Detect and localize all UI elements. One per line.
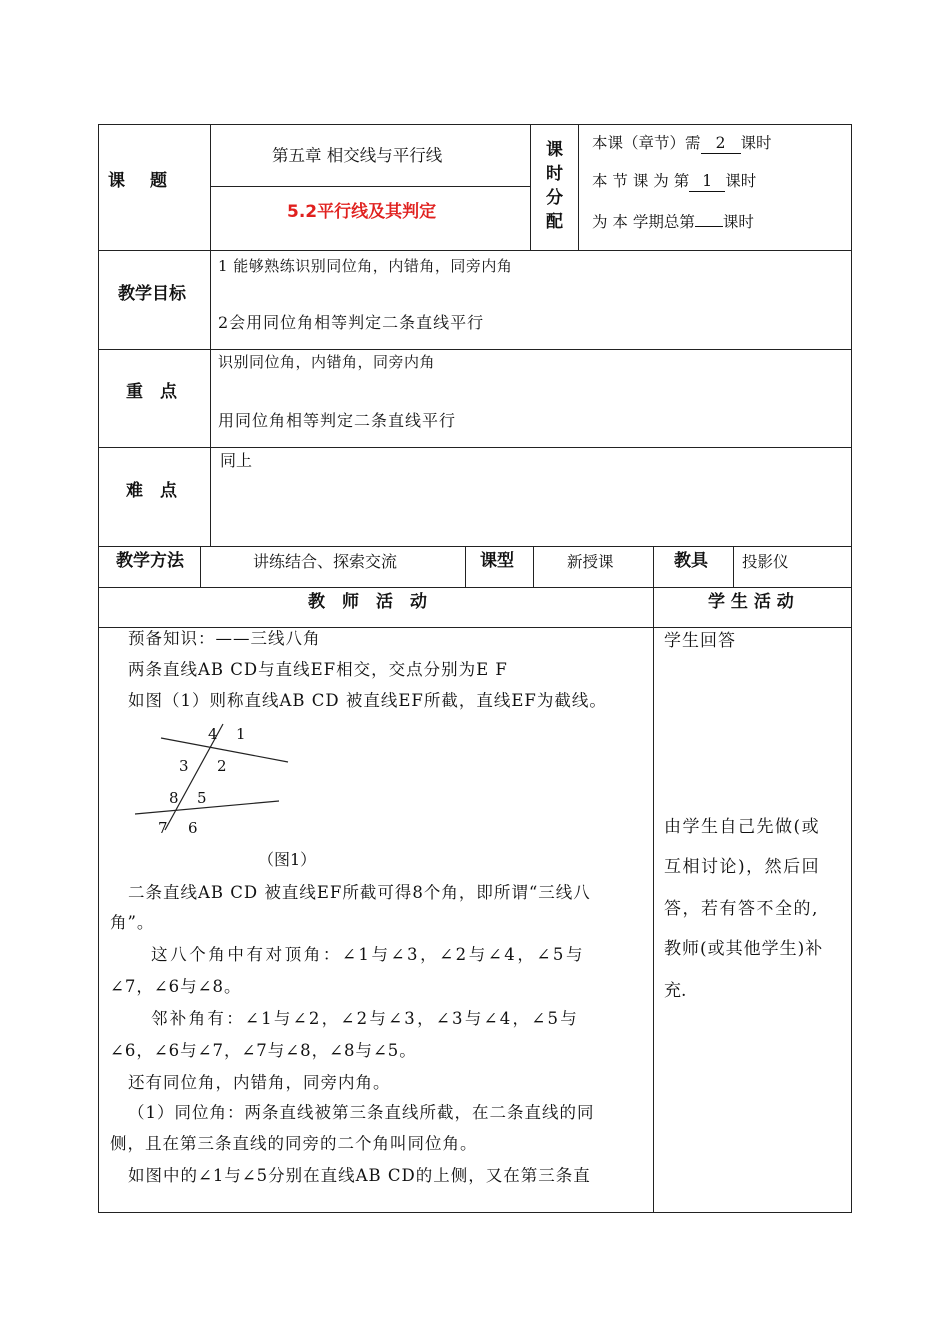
teacher-line-12: （1）同位角：两条直线被第三条直线所截，在二条直线的同 <box>128 1103 595 1122</box>
line-cd <box>135 801 279 814</box>
difficulty-item-1: 同上 <box>220 451 253 470</box>
table-border-left <box>98 124 99 1213</box>
teacher-line-8: ∠7，∠6与∠8。 <box>110 977 242 996</box>
divider-time-label <box>578 124 579 251</box>
teacher-line-14: 如图中的∠1与∠5分别在直线AB CD的上侧，又在第三条直 <box>128 1166 591 1185</box>
time-line-2-post: 课时 <box>725 172 757 190</box>
teacher-line-3: 如图（1）则称直线AB CD 被直线EF所截，直线EF为截线。 <box>128 691 607 710</box>
divider-tools-value <box>733 546 734 588</box>
angle-label-3: 3 <box>179 757 189 775</box>
student-line-4: 答，若有答不全的, <box>664 899 819 919</box>
angle-label-7: 7 <box>158 819 168 837</box>
student-line-3: 互相讨论)，然后回 <box>664 857 821 877</box>
divider-header-objectives <box>98 250 852 251</box>
divider-keypoints-difficulties <box>98 447 852 448</box>
time-line-2-pre: 本 节 课 为 第 <box>592 172 690 190</box>
method-value: 讲练结合、探索交流 <box>253 552 398 571</box>
angle-label-8: 8 <box>169 789 179 807</box>
time-line-3-blank <box>695 208 723 227</box>
student-line-5: 教师(或其他学生)补 <box>664 939 824 959</box>
divider-method-label <box>200 546 201 588</box>
table-border-bottom <box>98 1212 852 1213</box>
figure-1-three-lines-eight-angles <box>125 715 305 845</box>
teacher-line-2: 两条直线AB CD与直线EF相交，交点分别为E F <box>128 660 508 679</box>
student-activity-header: 学 生 活 动 <box>708 592 794 612</box>
teacher-line-7: 这八个角中有对顶角：∠1与∠3，∠2与∠4，∠5与 <box>151 945 586 964</box>
objectives-label: 教学目标 <box>118 284 186 304</box>
divider-objectives-keypoints <box>98 349 852 350</box>
type-label: 课型 <box>480 551 514 571</box>
student-line-2: 由学生自己先做(或 <box>664 817 821 837</box>
keypoints-label: 重 点 <box>126 382 177 402</box>
difficulties-label: 难 点 <box>126 481 177 501</box>
student-line-6: 充. <box>664 981 687 1001</box>
teacher-line-13: 侧，且在第三条直线的同旁的二个角叫同位角。 <box>110 1134 478 1153</box>
divider-difficulties-method <box>98 546 852 547</box>
student-line-1: 学生回答 <box>664 631 736 651</box>
keypoint-item-1: 识别同位角，内错角，同旁内角 <box>218 353 436 371</box>
angle-label-1: 1 <box>236 725 246 743</box>
divider-type-tools <box>653 546 654 1213</box>
angle-label-6: 6 <box>188 819 198 837</box>
teacher-line-5: 二条直线AB CD 被直线EF所截可得8个角，即所谓“三线八 <box>128 883 591 902</box>
figure-1-caption: （图1） <box>258 850 317 869</box>
teacher-line-9: 邻补角有：∠1与∠2，∠2与∠3，∠3与∠4，∠5与 <box>151 1009 580 1028</box>
time-line-3-post: 课时 <box>722 213 754 231</box>
teacher-line-1: 预备知识：——三线八角 <box>128 629 321 648</box>
type-value: 新授课 <box>567 553 614 571</box>
method-label: 教学方法 <box>116 551 184 571</box>
time-label-char-1: 课 <box>546 140 563 160</box>
time-label-char-3: 分 <box>546 188 563 208</box>
teacher-line-6: 角”。 <box>110 913 155 932</box>
tools-value: 投影仪 <box>742 553 789 571</box>
angle-label-5: 5 <box>197 789 207 807</box>
time-line-1-pre: 本课（章节）需 <box>592 134 701 152</box>
time-label-char-4: 配 <box>546 212 563 232</box>
tools-label: 教具 <box>674 551 708 571</box>
divider-chapter-section <box>210 186 530 187</box>
divider-method-type <box>465 546 466 588</box>
subject-label: 课 题 <box>108 171 171 191</box>
angle-label-2: 2 <box>217 757 227 775</box>
divider-chapter-time <box>530 124 531 251</box>
divider-method-activity <box>98 587 852 588</box>
table-border-top <box>98 124 852 125</box>
time-label-char-2: 时 <box>546 164 563 184</box>
table-border-right <box>851 124 852 1213</box>
time-line-3 <box>592 208 754 232</box>
section-title: 5.2平行线及其判定 <box>287 202 437 222</box>
teacher-line-11: 还有同位角，内错角，同旁内角。 <box>128 1073 391 1092</box>
keypoint-item-2: 用同位角相等判定二条直线平行 <box>218 411 457 430</box>
objective-item-2: 2会用同位角相等判定二条直线平行 <box>218 313 485 332</box>
divider-type-value <box>533 546 534 588</box>
objective-item-1: 1 能够熟练识别同位角，内错角，同旁内角 <box>218 257 513 275</box>
time-line-1 <box>592 133 772 154</box>
time-line-1-blank: 2 <box>701 133 741 154</box>
angle-label-4: 4 <box>208 725 218 743</box>
time-line-1-post: 课时 <box>740 134 772 152</box>
divider-activity-header <box>98 627 852 628</box>
divider-label-column <box>210 124 211 547</box>
chapter-title: 第五章 相交线与平行线 <box>272 146 443 165</box>
teacher-activity-header: 教 师 活 动 <box>308 592 427 612</box>
time-line-2-blank: 1 <box>689 171 725 192</box>
time-line-2 <box>592 171 756 192</box>
time-line-3-pre: 为 本 学期总第 <box>592 213 695 231</box>
teacher-line-10: ∠6，∠6与∠7，∠7与∠8，∠8与∠5。 <box>110 1041 417 1060</box>
